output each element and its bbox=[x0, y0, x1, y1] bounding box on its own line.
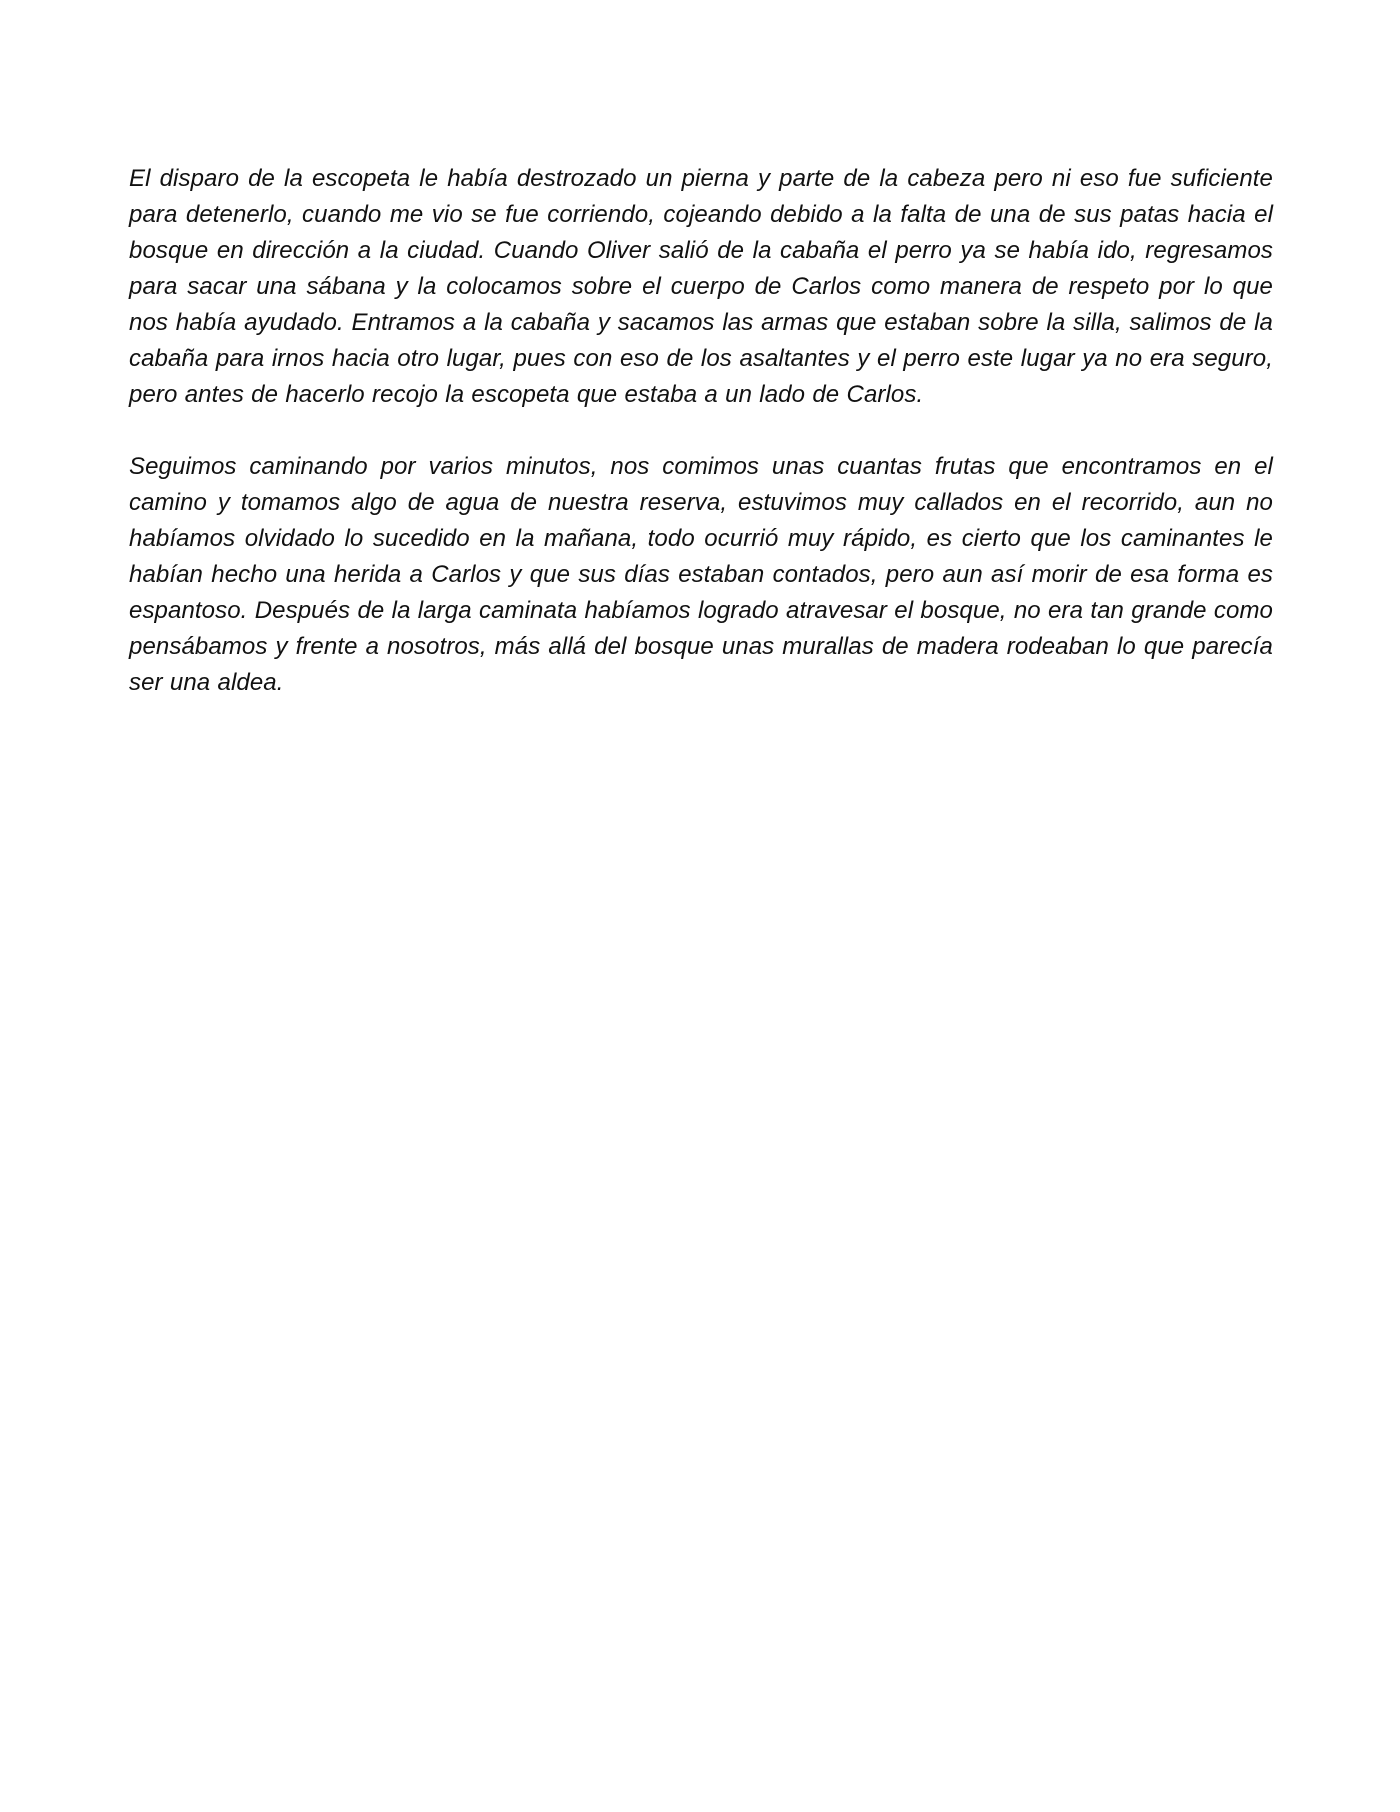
paragraph-2: Seguimos caminando por varios minutos, nos comimos unas cuantas frutas que encontramos en el camino y tomamos algo de agua de nuestra reserva, estuvimos muy callados en el recorrido, aun no habíamos olvidado lo sucedido en la mañana, todo ocurrió muy rápido, es cierto que los caminantes le habían hecho una herida a Carlos y que sus días estaban contados, pero aun así morir de esa forma es espantoso. Después de la larga caminata habíamos logrado atravesar el bosque, no era tan grande como pensábamos y frente a nosotros, más allá del bosque unas murallas de madera rodeaban lo que parecía ser una aldea. bbox=[129, 453, 1273, 696]
paragraph-1: El disparo de la escopeta le había destrozado un pierna y parte de la cabeza pero ni eso fue suficiente para detenerlo, cuando me vio se fue corriendo, cojeando debido a la falta de una de sus patas hacia el bosque en dirección a la ciudad. Cuando Oliver salió de la cabaña el perro ya se había ido, regresamos para sacar una sábana y la colocamos sobre el cuerpo de Carlos como manera de respeto por lo que nos había ayudado. Entramos a la cabaña y sacamos las armas que estaban sobre la silla, salimos de la cabaña para irnos hacia otro lugar, pues con eso de los asaltantes y el perro este lugar ya no era seguro, pero antes de hacerlo recojo la escopeta que estaba a un lado de Carlos. bbox=[129, 165, 1273, 408]
document-body bbox=[129, 161, 1273, 701]
